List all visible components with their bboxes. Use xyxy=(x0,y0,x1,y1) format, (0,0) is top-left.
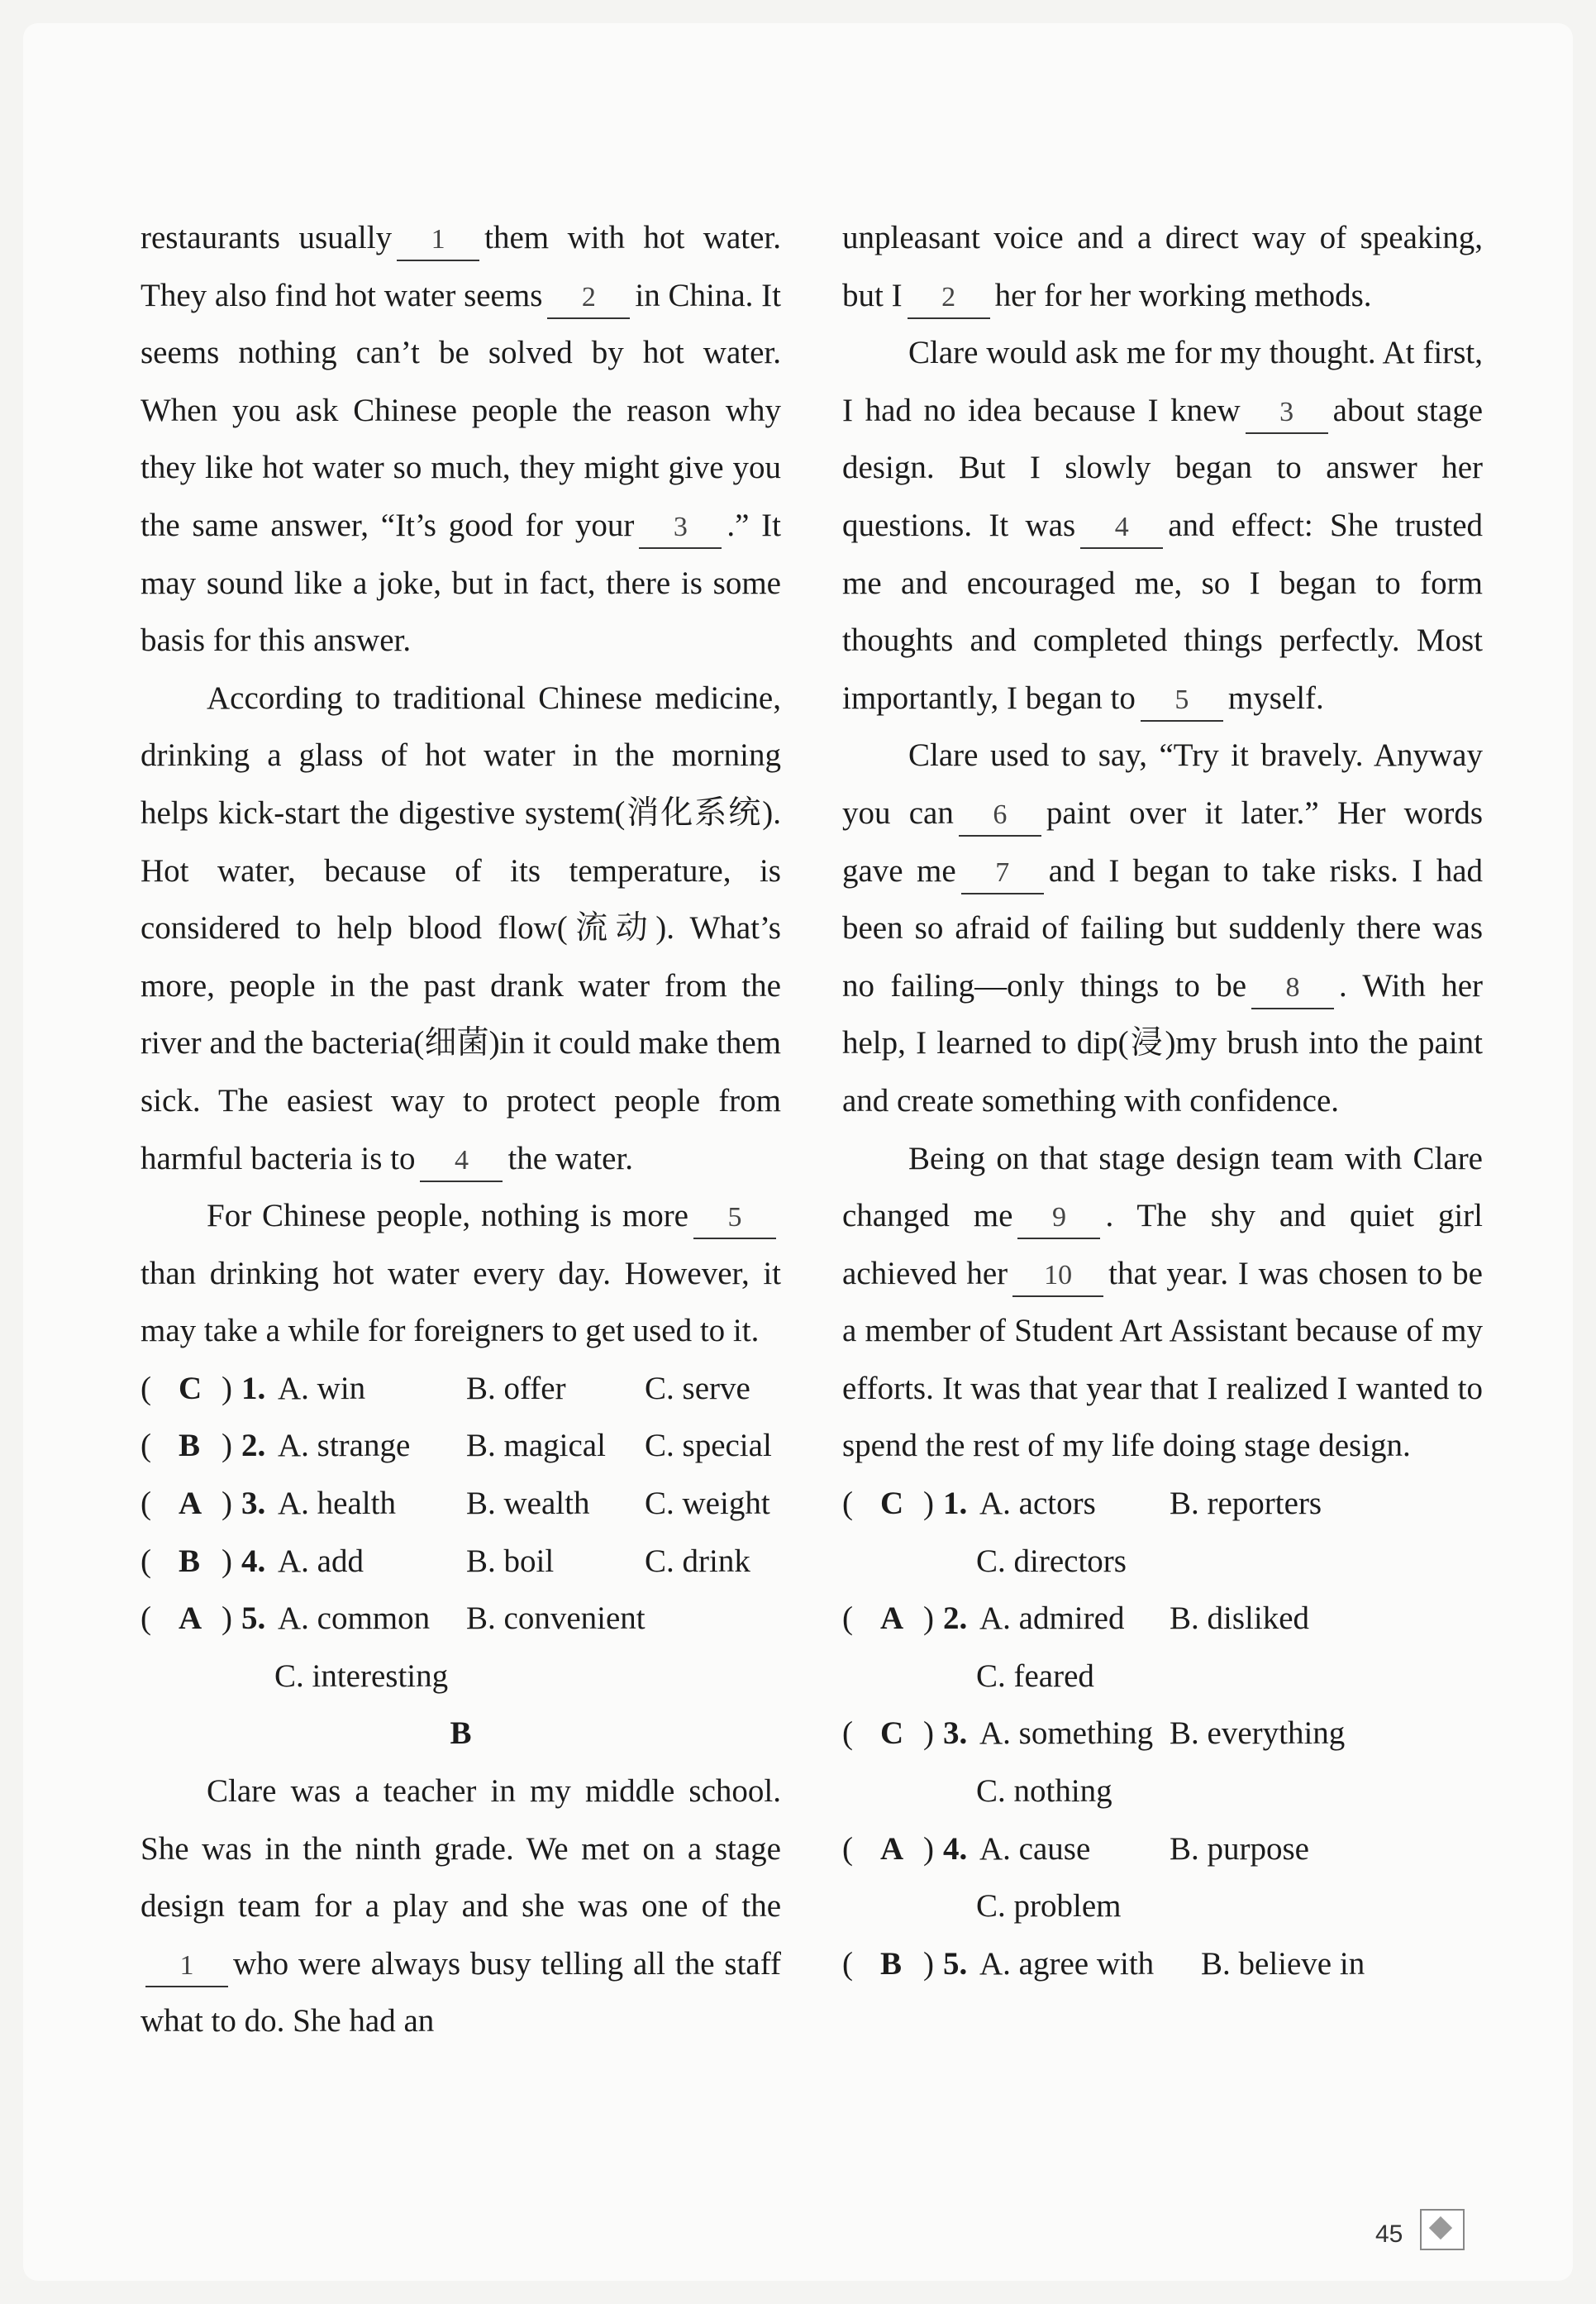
paren: ( xyxy=(141,1600,151,1637)
answer-letter: B xyxy=(880,1945,903,1982)
passage-b-paragraph-1 xyxy=(141,1763,781,2050)
text: that year. I was chosen to be a member of Student Art Assistant because of my efforts. It was that year that I realized I wanted to spend the rest of my life doing stage design. xyxy=(842,1255,1483,1464)
option-c: C. special xyxy=(645,1428,772,1464)
text: For Chinese people, nothing is more xyxy=(207,1198,688,1234)
passage-b-paragraph-3 xyxy=(842,727,1483,1129)
question-row xyxy=(141,1417,781,1475)
workbook-page xyxy=(23,23,1573,2281)
text: and effect: She trusted me and encouraged me, so I began to form thoughts and completed things perfectly. Most importantly, I began to xyxy=(842,507,1484,716)
paren: ) xyxy=(923,1830,934,1867)
option-a: A. actors xyxy=(979,1486,1096,1522)
answer-letter: B xyxy=(179,1543,201,1579)
paren: ) xyxy=(923,1715,934,1752)
blank-10: 10 xyxy=(1012,1256,1103,1297)
option-c: C. problem xyxy=(976,1888,1122,1925)
option-b: B. purpose xyxy=(1170,1830,1309,1867)
question-number: 1. xyxy=(943,1486,968,1522)
passage-a-paragraph-1 xyxy=(141,209,781,670)
option-a: A. cause xyxy=(979,1830,1091,1867)
option-c: C. feared xyxy=(976,1658,1094,1694)
text: than drinking hot water every day. However, it may take a while for foreigners to get used to it. xyxy=(141,1255,781,1349)
text: . The shy and quiet girl achieved her xyxy=(842,1198,1483,1291)
question-number: 5. xyxy=(241,1600,266,1637)
blank-2: 2 xyxy=(547,278,630,319)
question-number: 2. xyxy=(241,1428,266,1464)
paren: ) xyxy=(222,1486,232,1522)
text: them with hot water. They also find hot water seems xyxy=(141,220,782,313)
text: her for her working methods. xyxy=(994,277,1372,313)
option-c: C. drink xyxy=(645,1543,750,1579)
blank-5: 5 xyxy=(693,1198,776,1239)
question-row xyxy=(842,1705,1483,1763)
question-row xyxy=(141,1590,781,1648)
paren: ) xyxy=(222,1543,232,1579)
paren: ) xyxy=(222,1600,232,1637)
passage-a-paragraph-2 xyxy=(141,670,781,1187)
question-number: 3. xyxy=(943,1715,968,1752)
question-number: 4. xyxy=(241,1543,266,1579)
question-list-b xyxy=(842,1475,1483,1992)
option-c: C. serve xyxy=(645,1370,750,1406)
blank-3: 3 xyxy=(1246,393,1328,434)
text: Being on that stage design team with Clare changed me xyxy=(842,1140,1483,1234)
page-badge xyxy=(1420,2209,1465,2250)
blank-6: 6 xyxy=(959,795,1041,837)
paren: ) xyxy=(222,1370,232,1406)
passage-a-paragraph-3 xyxy=(141,1187,781,1360)
option-a: A. something xyxy=(979,1715,1154,1752)
option-c: C. weight xyxy=(645,1486,770,1522)
option-b: B. boil xyxy=(466,1543,555,1579)
option-b: B. reporters xyxy=(1170,1486,1322,1522)
option-a: A. common xyxy=(278,1600,431,1637)
question-number: 1. xyxy=(241,1370,266,1406)
blank-1: 1 xyxy=(397,220,479,261)
text: According to traditional Chinese medicine, drinking a glass of hot water in the morning helps kick-start the digestive system(消化系统). Hot water, because of its temperature, is considered to help blood flow(流动). What’s more, people in the past drank water from the river and the bacteria(细菌)in it could make them sick. The easiest way to protect people from harmful bacteria is to xyxy=(141,680,781,1176)
question-row xyxy=(141,1475,781,1533)
paren: ( xyxy=(842,1715,853,1752)
option-b: B. magical xyxy=(466,1428,606,1464)
answer-letter: B xyxy=(179,1428,201,1464)
option-a: A. health xyxy=(278,1486,396,1522)
text: the water. xyxy=(507,1140,634,1176)
blank-7: 7 xyxy=(961,853,1044,894)
option-b: B. everything xyxy=(1170,1715,1346,1752)
text: who were always busy telling all the staff what to do. She had an xyxy=(141,1945,781,2039)
left-column xyxy=(141,209,781,2050)
paren: ( xyxy=(842,1945,853,1982)
answer-letter: A xyxy=(880,1830,904,1867)
text: . With her help, I learned to dip(浸)my brush into the paint and create something with confidence. xyxy=(842,967,1483,1119)
paren: ) xyxy=(923,1600,934,1637)
answer-letter: A xyxy=(179,1600,202,1637)
answer-letter: A xyxy=(880,1600,904,1637)
question-row xyxy=(141,1533,781,1591)
text: restaurants usually xyxy=(141,220,393,255)
question-row xyxy=(842,1590,1483,1648)
paren: ( xyxy=(141,1428,151,1464)
option-b: B. wealth xyxy=(466,1486,590,1522)
paren: ) xyxy=(923,1486,934,1522)
passage-b-paragraph-1-cont xyxy=(842,209,1483,324)
question-number: 3. xyxy=(241,1486,266,1522)
question-row xyxy=(842,1935,1483,1993)
question-row-continuation xyxy=(842,1648,1483,1705)
blank-5: 5 xyxy=(1141,680,1223,722)
paren: ( xyxy=(141,1486,151,1522)
option-a: A. agree with xyxy=(979,1945,1155,1982)
paren: ( xyxy=(842,1830,853,1867)
text: Clare used to say, “Try it bravely. Anyway you can xyxy=(842,737,1483,831)
right-column xyxy=(842,209,1483,1992)
text: in China. It seems nothing can’t be solved by hot water. When you ask Chinese people the reason why they like hot water so much, they might give you the same answer, “It’s good for your xyxy=(141,277,781,543)
answer-letter: C xyxy=(880,1486,904,1522)
diamond-icon xyxy=(1429,2216,1452,2240)
text: paint over it later.” Her words gave me xyxy=(842,794,1483,889)
option-b: B. convenient xyxy=(466,1600,646,1637)
blank-9: 9 xyxy=(1017,1198,1100,1239)
paren: ( xyxy=(141,1370,151,1406)
text: myself. xyxy=(1227,680,1324,716)
paren: ( xyxy=(842,1486,853,1522)
option-a: A. strange xyxy=(278,1428,411,1464)
option-a: A. win xyxy=(278,1370,366,1406)
question-row-continuation xyxy=(141,1648,781,1705)
paren: ) xyxy=(923,1945,934,1982)
option-b: B. disliked xyxy=(1170,1600,1310,1637)
text: Clare was a teacher in my middle school. She was in the ninth grade. We met on a stage design team for a play and she was one of the xyxy=(141,1773,781,1925)
section-heading-b: B xyxy=(450,1715,472,1752)
answer-letter: A xyxy=(179,1486,202,1522)
question-number: 4. xyxy=(943,1830,968,1867)
blank-4: 4 xyxy=(1080,508,1163,549)
question-row xyxy=(842,1820,1483,1878)
blank-3: 3 xyxy=(639,508,722,549)
option-b: B. believe in xyxy=(1201,1945,1365,1982)
passage-b-paragraph-4 xyxy=(842,1130,1483,1476)
text: .” It may sound like a joke, but in fact, there is some basis for this answer. xyxy=(141,507,781,659)
text: about stage design. But I slowly began to answer her questions. It was xyxy=(842,392,1484,543)
paren: ) xyxy=(222,1428,232,1464)
text: Clare would ask me for my thought. At first, I had no idea because I knew xyxy=(842,335,1483,428)
option-a: A. add xyxy=(278,1543,364,1579)
passage-b-paragraph-2 xyxy=(842,324,1483,727)
option-a: A. admired xyxy=(979,1600,1125,1637)
question-row xyxy=(842,1475,1483,1533)
option-c: C. interesting xyxy=(274,1658,449,1694)
blank-8: 8 xyxy=(1251,968,1334,1009)
option-c: C. directors xyxy=(976,1543,1127,1579)
page-number: 45 xyxy=(1375,2221,1403,2248)
paren: ( xyxy=(141,1543,151,1579)
question-number: 2. xyxy=(943,1600,968,1637)
blank-2: 2 xyxy=(908,278,990,319)
question-row-continuation xyxy=(842,1877,1483,1935)
question-row xyxy=(141,1360,781,1418)
option-c: C. nothing xyxy=(976,1773,1112,1810)
question-row-continuation xyxy=(842,1533,1483,1591)
question-row-continuation xyxy=(842,1763,1483,1820)
option-b: B. offer xyxy=(466,1370,566,1406)
text: unpleasant voice and a direct way of speaking, but I xyxy=(842,220,1483,313)
blank-1: 1 xyxy=(145,1946,228,1987)
question-number: 5. xyxy=(943,1945,968,1982)
blank-4: 4 xyxy=(420,1141,503,1182)
question-list-a xyxy=(141,1360,781,1705)
answer-letter: C xyxy=(179,1370,202,1406)
paren: ( xyxy=(842,1600,853,1637)
answer-letter: C xyxy=(880,1715,904,1752)
text: and I began to take risks. I had been so afraid of failing but suddenly there was no failing—only things to be xyxy=(842,852,1484,1004)
